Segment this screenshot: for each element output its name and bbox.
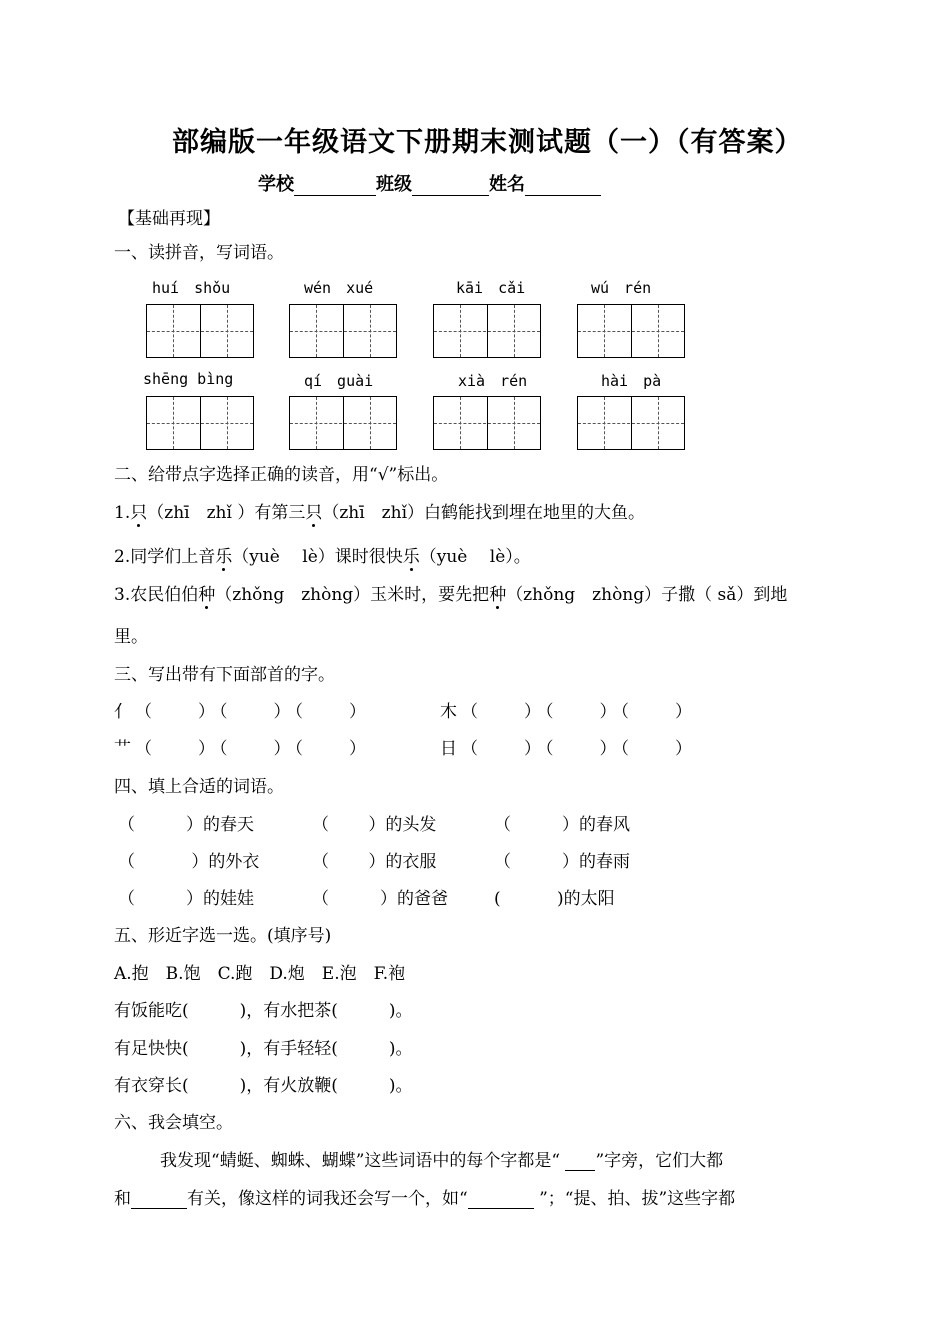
q2-line-2: 2.同学们上音乐（yuè lè）课时很快乐（yuè lè）。	[114, 542, 531, 567]
phrase-blank: （ ）的春天	[118, 815, 254, 835]
q2-heading: 二、给带点字选择正确的读音，用“√”标出。	[114, 465, 449, 485]
writing-grid[interactable]	[146, 304, 254, 358]
dotted-char: 乐	[215, 542, 232, 567]
pinyin-1: huí shǒu	[152, 279, 231, 297]
q3-heading: 三、写出带有下面部首的字。	[114, 665, 335, 685]
dotted-char: 种	[198, 580, 215, 605]
writing-grid[interactable]	[433, 304, 541, 358]
q2-line-3: 3.农民伯伯种（zhǒng zhòng）玉米时，要先把种（zhǒng zhòng）子撒（ sǎ）到地	[114, 580, 787, 605]
phrase-blank: （ ）的娃娃	[118, 889, 254, 909]
phrase-blank: （ ）的爸爸	[312, 889, 448, 909]
radical-row: 艹（ ）（ ）（ ）	[114, 739, 370, 759]
radical-row: 日（ ）（ ）（ ）	[440, 739, 696, 759]
pinyin-2: wén xué	[304, 279, 374, 297]
dotted-char: 只	[130, 498, 147, 523]
q5-line: 有衣穿长( )，有火放鞭( )。	[114, 1076, 413, 1096]
q6-paragraph-line-2: 和 有关，像这样的词我还会写一个，如“ ”；“提、拍、拔”这些字都	[114, 1189, 736, 1209]
dotted-char: 乐	[403, 542, 420, 567]
dotted-char: 只	[305, 498, 322, 523]
writing-grid[interactable]	[146, 396, 254, 450]
dotted-char: 种	[489, 580, 506, 605]
q6-heading: 六、我会填空。	[114, 1113, 233, 1133]
class-label: 班级	[376, 174, 412, 195]
writing-grid[interactable]	[577, 304, 685, 358]
writing-grid[interactable]	[289, 304, 397, 358]
pinyin-5: shēng bìng	[143, 370, 234, 388]
fill-blank[interactable]	[468, 1190, 534, 1209]
q6-paragraph-line-1: 我发现“蜻蜓、蜘蛛、蝴蝶”这些词语中的每个字都是“ ”字旁，它们大都	[160, 1151, 724, 1171]
radical-row: 木（ ）（ ）（ ）	[440, 702, 696, 722]
fill-blank[interactable]	[565, 1152, 595, 1171]
name-blank[interactable]	[525, 177, 601, 196]
writing-grid[interactable]	[577, 396, 685, 450]
phrase-blank: （ ）的衣服	[312, 852, 437, 872]
q5-options: A.抱 B.饱 C.跑 D.炮 E.泡 F.袍	[114, 964, 406, 984]
q2-line-1: 1.只（zhī zhǐ ）有第三只（zhī zhǐ）白鹤能找到埋在地里的大鱼。	[114, 498, 645, 523]
section-basic-heading: 【基础再现】	[118, 209, 220, 229]
school-label: 学校	[258, 174, 294, 195]
page-title: 部编版一年级语文下册期末测试题（一）（有答案）	[172, 127, 803, 158]
pinyin-6: qí guài	[304, 372, 374, 390]
name-label: 姓名	[489, 174, 525, 195]
phrase-blank: （ ）的外衣	[118, 852, 260, 872]
class-blank[interactable]	[412, 177, 489, 196]
phrase-blank: （ ）的头发	[312, 815, 437, 835]
q1-heading: 一、读拼音，写词语。	[114, 243, 284, 263]
student-info-line	[258, 170, 601, 196]
writing-grid[interactable]	[289, 396, 397, 450]
writing-grid[interactable]	[433, 396, 541, 450]
phrase-blank: （ ）的春风	[494, 815, 630, 835]
q5-line: 有足快快( )，有手轻轻( )。	[114, 1039, 413, 1059]
phrase-blank: （ ）的春雨	[494, 852, 630, 872]
pinyin-3: kāi cǎi	[456, 279, 526, 297]
q4-heading: 四、填上合适的词语。	[114, 777, 284, 797]
radical-row: 亻（ ）（ ）（ ）	[114, 702, 370, 722]
school-blank[interactable]	[294, 177, 376, 196]
pinyin-8: hài pà	[601, 372, 662, 390]
q5-heading: 五、形近字选一选。(填序号)	[114, 926, 332, 946]
q2-line-3-cont: 里。	[114, 627, 148, 647]
pinyin-7: xià rén	[458, 372, 528, 390]
phrase-blank: ( )的太阳	[494, 889, 615, 909]
pinyin-4: wú rén	[591, 279, 652, 297]
q5-line: 有饭能吃( )，有水把茶( )。	[114, 1001, 413, 1021]
fill-blank[interactable]	[131, 1190, 187, 1209]
